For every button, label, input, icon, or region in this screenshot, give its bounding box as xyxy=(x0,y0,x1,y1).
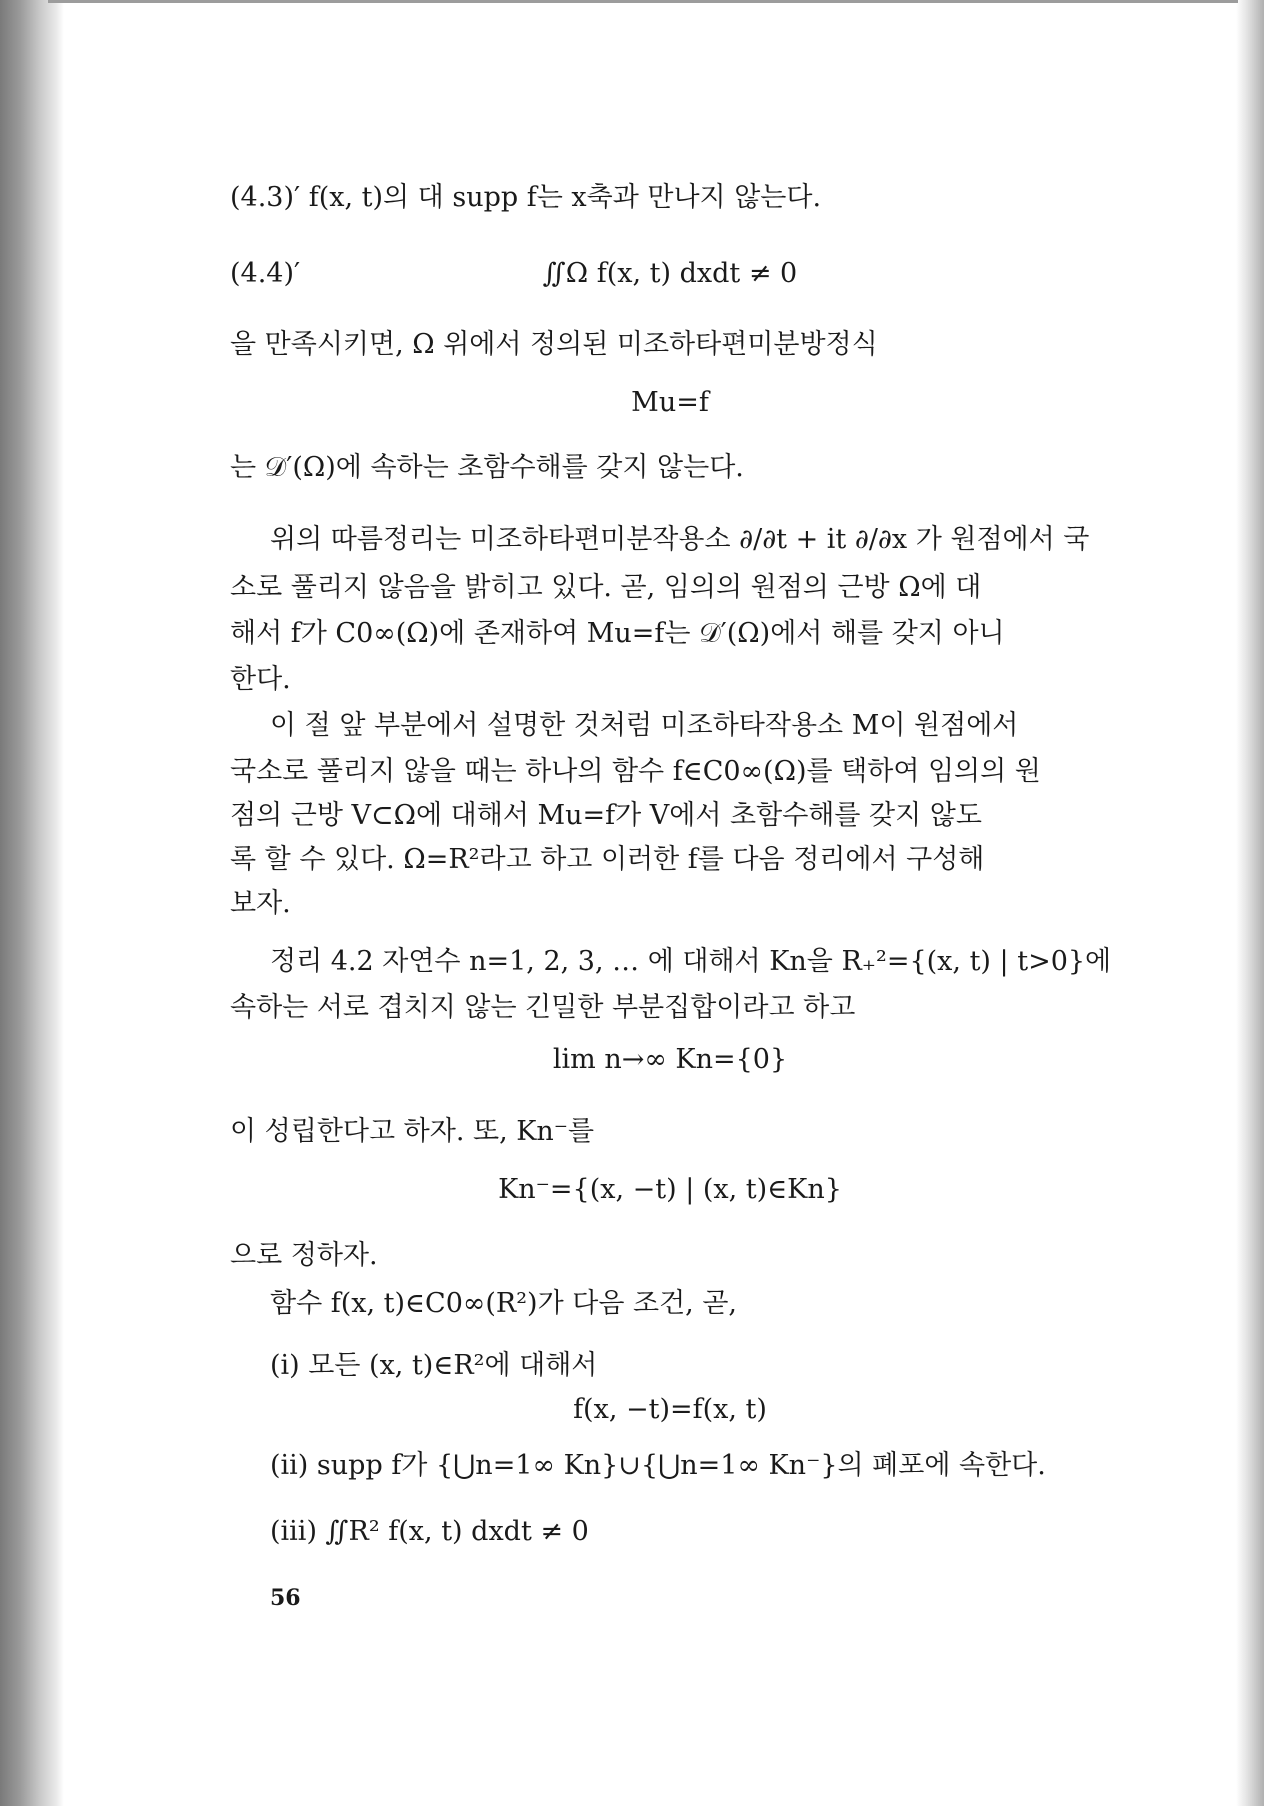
text-line: 보자. xyxy=(230,888,291,919)
equation-kn-minus: Kn⁻={(x, −t) | (x, t)∈Kn} xyxy=(498,1174,842,1205)
page-edge-shadow xyxy=(1236,0,1264,1806)
text-line: 을 만족시키면, Ω 위에서 정의된 미조하타편미분방정식 xyxy=(230,329,878,360)
text-line: 한다. xyxy=(230,664,291,695)
book-spine-shadow xyxy=(0,0,64,1806)
text-line: 이 성립한다고 하자. 또, Kn⁻를 xyxy=(230,1116,595,1147)
condition-i: (i) 모든 (x, t)∈R²에 대해서 xyxy=(270,1350,598,1381)
text-line: 함수 f(x, t)∈C0∞(R²)가 다음 조건, 곧, xyxy=(270,1288,737,1319)
equation-4-3-line: (4.3)′ f(x, t)의 대 supp f는 x축과 만나지 않는다. xyxy=(230,182,822,213)
equation-4-4-label: (4.4)′ xyxy=(230,258,301,289)
theorem-4-2-header: 정리 4.2 자연수 n=1, 2, 3, … 에 대해서 Kn을 R₊²={(x, t) | t>0}에 xyxy=(270,946,1112,977)
text-line: 이 절 앞 부분에서 설명한 것처럼 미조하타작용소 M이 원점에서 xyxy=(270,710,1019,741)
condition-iii: (iii) ∬R² f(x, t) dxdt ≠ 0 xyxy=(270,1516,589,1547)
text-line: 는 𝒟′(Ω)에 속하는 초함수해를 갖지 않는다. xyxy=(230,452,744,483)
text-line: 록 할 수 있다. Ω=R²라고 하고 이러한 f를 다음 정리에서 구성해 xyxy=(230,844,985,875)
text-line: 점의 근방 V⊂Ω에 대해서 Mu=f가 V에서 초함수해를 갖지 않도 xyxy=(230,800,982,831)
text-line: 으로 정하자. xyxy=(230,1240,378,1271)
condition-ii: (ii) supp f가 {⋃n=1∞ Kn}∪{⋃n=1∞ Kn⁻}의 폐포에 속한다. xyxy=(270,1450,1046,1481)
equation-mu-f: Mu=f xyxy=(631,387,709,418)
page-top-border xyxy=(48,0,1238,3)
text-line: 해서 f가 C0∞(Ω)에 존재하여 Mu=f는 𝒟′(Ω)에서 해를 갖지 아니 xyxy=(230,618,1005,649)
equation-4-4-formula: ∬Ω f(x, t) dxdt ≠ 0 xyxy=(542,258,798,289)
text-line: 속하는 서로 겹치지 않는 긴밀한 부분집합이라고 하고 xyxy=(230,992,856,1023)
text-line: 소로 풀리지 않음을 밝히고 있다. 곧, 임의의 원점의 근방 Ω에 대 xyxy=(230,572,982,603)
page-number: 56 xyxy=(270,1585,301,1611)
equation-limit: lim n→∞ Kn={0} xyxy=(552,1044,788,1075)
text-line: 위의 따름정리는 미조하타편미분작용소 ∂/∂t + it ∂/∂x 가 원점에서 국 xyxy=(270,524,1090,555)
equation-symmetry: f(x, −t)=f(x, t) xyxy=(573,1394,767,1425)
text-line: 국소로 풀리지 않을 때는 하나의 함수 f∈C0∞(Ω)를 택하여 임의의 원 xyxy=(230,756,1041,787)
